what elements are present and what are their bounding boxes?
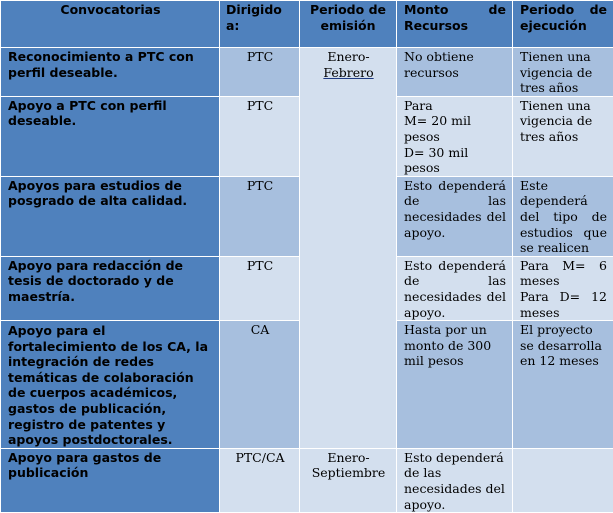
ejecucion-line: Para M= 6 meses: [520, 258, 607, 289]
dirigido-cell: PTC: [220, 256, 300, 320]
monto-line: D= 30 mil pesos: [404, 145, 506, 176]
header-convocatorias: Convocatorias: [1, 1, 220, 48]
monto-cell: Esto dependerá de las necesidades del apoyo.: [397, 176, 513, 256]
periodo-emision-cell: Enero-Septiembre: [300, 448, 397, 512]
ejecucion-cell: [513, 448, 613, 512]
convocatoria-name: Apoyo para el fortalecimiento de los CA, la integración de redes temáticas de colaboración de cuerpos académicos, gastos de publicación, registro de patentes y apoyos postdoctorales.: [1, 321, 220, 449]
convocatoria-name: Reconocimiento a PTC con perfil deseable.: [1, 48, 220, 97]
monto-line: Para: [404, 98, 506, 114]
dirigido-cell: PTC: [220, 48, 300, 97]
convocatoria-name: Apoyo para gastos de publicación: [1, 448, 220, 512]
ejecucion-cell: Tienen una vigencia de tres años: [513, 96, 613, 176]
convocatoria-name: Apoyo a PTC con perfil deseable.: [1, 96, 220, 176]
dirigido-cell: PTC: [220, 96, 300, 176]
header-monto: Monto de Recursos: [397, 1, 513, 48]
dirigido-cell: PTC: [220, 176, 300, 256]
ejecucion-cell: Tienen una vigencia de tres años: [513, 48, 613, 97]
table-row: [1, 448, 613, 512]
monto-line: M= 20 mil pesos: [404, 113, 506, 144]
ejecucion-cell: [513, 256, 613, 320]
monto-cell: [397, 96, 513, 176]
convocatoria-name: Apoyos para estudios de posgrado de alta calidad.: [1, 176, 220, 256]
monto-cell: Esto dependerá de las necesidades del apoyo.: [397, 448, 513, 512]
header-periodo-emision: Periodo de emisión: [300, 1, 397, 48]
ejecucion-cell: Este dependerá del tipo de estudios que se realicen: [513, 176, 613, 256]
ejecucion-cell: El proyecto se desarrolla en 12 meses: [513, 321, 613, 449]
dirigido-cell: PTC/CA: [220, 448, 300, 512]
monto-cell: Esto dependerá de las necesidades del apoyo.: [397, 256, 513, 320]
monto-cell: Hasta por un monto de 300 mil pesos: [397, 321, 513, 449]
dirigido-cell: CA: [220, 321, 300, 449]
periodo-line: Enero-: [307, 49, 390, 65]
periodo-emision-cell: [300, 48, 397, 449]
convocatoria-name: Apoyo para redacción de tesis de doctorado y de maestría.: [1, 256, 220, 320]
table-row: [1, 48, 613, 97]
header-ejecucion: Periodo de ejecución: [513, 1, 613, 48]
header-row: [1, 1, 613, 48]
periodo-line: Febrero: [307, 65, 390, 81]
monto-cell: No obtiene recursos: [397, 48, 513, 97]
ejecucion-line: Para D= 12 meses: [520, 289, 607, 320]
header-dirigido: Dirigido a:: [220, 1, 300, 48]
